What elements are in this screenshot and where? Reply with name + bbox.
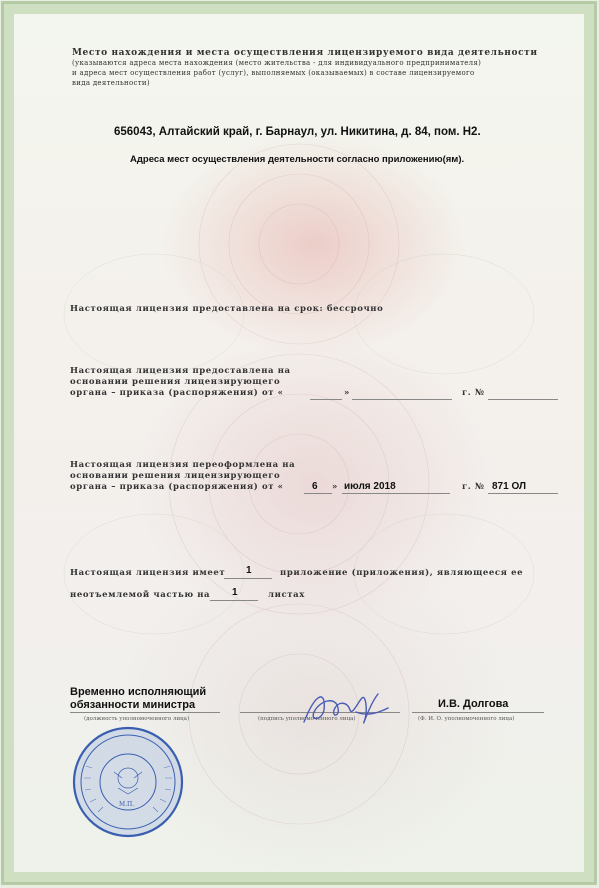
appendix-pages: 1: [232, 587, 238, 598]
reissued-line-1: Настоящая лицензия переоформлена на: [70, 460, 296, 470]
appendix-pages-line: [210, 600, 258, 601]
appendix-prefix: Настоящая лицензия имеет: [70, 568, 226, 578]
reissued-number: 871 ОЛ: [492, 481, 527, 492]
reissued-number-label: г. №: [462, 482, 485, 492]
term-value: бессрочно: [326, 304, 384, 314]
header-line-1: Место нахождения и места осуществления лицензируемого вида деятельности: [72, 48, 538, 58]
appendix-suffix: приложение (приложения), являющееся ее: [280, 568, 524, 578]
granted-number-label: г. №: [462, 388, 485, 398]
reissued-block: [70, 460, 295, 493]
caption-name: (Ф. И. О. уполномоченного лица): [418, 716, 515, 722]
caption-position: (должность уполномоченного лица): [84, 716, 190, 722]
signatory-position: [70, 686, 206, 712]
reissued-month-line: [342, 493, 450, 494]
term-row: [70, 304, 383, 314]
reissued-day-line: [304, 493, 332, 494]
position-line: [70, 712, 220, 713]
signatory-name: И.В. Долгова: [438, 698, 509, 710]
granted-number-line: [488, 399, 558, 400]
granted-month-line: [352, 399, 452, 400]
appendix-count: 1: [246, 565, 252, 576]
granted-line-2: основании решения лицензирующего: [70, 377, 281, 387]
appendix-line2-prefix: неотъемлемой частью на: [70, 590, 211, 600]
granted-line-1: Настоящая лицензия предоставлена на: [70, 366, 291, 376]
header-line-4: вида деятельности): [72, 79, 150, 87]
position-line-1: Временно исполняющий: [70, 686, 207, 698]
header-line-3: и адреса мест осуществления работ (услуг), выполняемых (оказываемых) в составе лицензируемого: [72, 69, 475, 77]
reissued-month-year: июля 2018: [344, 481, 396, 492]
position-line-2: обязанности министра: [70, 699, 196, 711]
license-address: 656043, Алтайский край, г. Барнаул, ул. Никитина, д. 84, пом. Н2.: [114, 126, 481, 138]
handwritten-signature: [296, 682, 396, 732]
granted-quote-close: »: [344, 388, 350, 398]
license-sheet: [2, 2, 596, 884]
reissued-line-2: основании решения лицензирующего: [70, 471, 281, 481]
appendix-count-line: [224, 578, 272, 579]
official-stamp: [72, 726, 184, 838]
name-line: [412, 712, 544, 713]
reissued-day: 6: [312, 481, 318, 492]
reissued-quote-close: »: [332, 482, 338, 492]
address-note: Адреса мест осуществления деятельности согласно приложению(ям).: [130, 154, 465, 165]
reissued-line-3: органа – приказа (распоряжения) от «: [70, 482, 284, 492]
reissued-number-line: [488, 493, 558, 494]
term-label: Настоящая лицензия предоставлена на срок:: [70, 304, 324, 314]
caption-signature: (подпись уполномоченного лица): [258, 716, 356, 722]
stamp-mp-text: М.П.: [119, 801, 135, 808]
header-block: [72, 48, 552, 88]
header-line-2: (указываются адреса места нахождения (место жительства - для индивидуального предпринимателя): [72, 59, 482, 67]
granted-block: [70, 366, 291, 399]
granted-day-line: [310, 399, 342, 400]
appendix-line2-suffix: листах: [268, 590, 305, 600]
granted-line-3: органа – приказа (распоряжения) от «: [70, 388, 284, 398]
